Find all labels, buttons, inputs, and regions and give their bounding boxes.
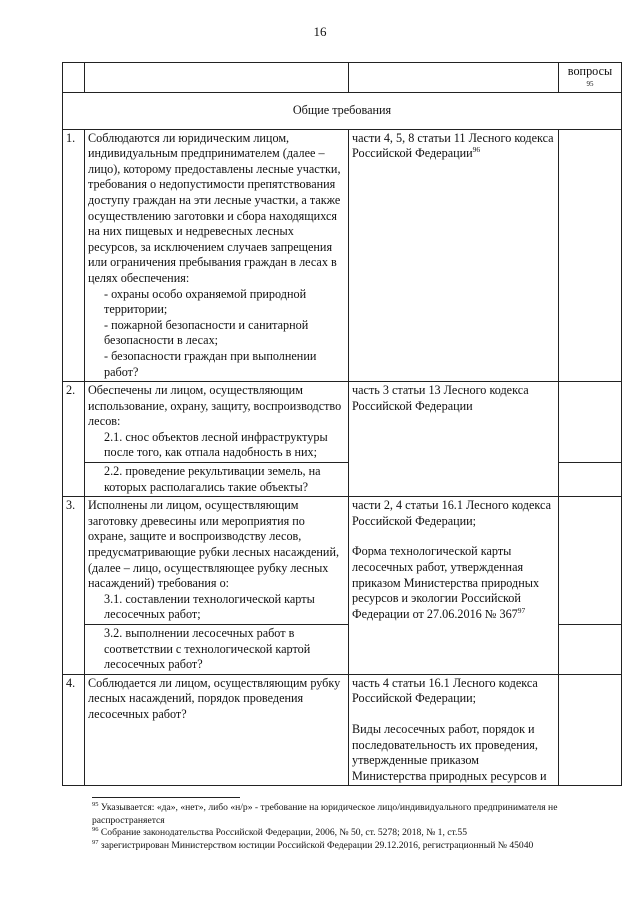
header-cell-question xyxy=(85,63,349,93)
question-text: Исполнены ли лицом, осуществляющим заготовку древесины или мероприятия по охране, защите и воспроизводству лесов, предусматривающие рубки лесных насаждений, (далее – лицо, осуществляющее рубку лесных насаждений) требования о: xyxy=(88,498,340,591)
footnote-ref: 96 xyxy=(92,826,99,833)
footnote-separator xyxy=(92,797,240,798)
footnote-ref: 97 xyxy=(92,838,99,846)
bullet-item: - охраны особо охраняемой природной территории; xyxy=(104,286,307,317)
sub-question-text: 2.1. снос объектов лесной инфраструктуры после того, как отпала надобность в них; xyxy=(104,429,328,460)
question-cell xyxy=(85,497,349,625)
header-cell-questions xyxy=(559,63,622,93)
table-header-row xyxy=(63,63,622,93)
basis-cell xyxy=(349,674,559,786)
question-cell xyxy=(85,625,349,675)
question-text: Соблюдаются ли юридическим лицом, индивидуальным предпринимателем (далее – лицо), которому предоставлены лесные участки, требования о недопустимости препятствования доступу граждан на эти лесные участки, а также осуществлению заготовки и сбора находящихся на них пищевых и недревесных лесных ресурсов, за исключением случаев запрещения или ограничения пребывания граждан в лесах в целях обеспечения: xyxy=(88,130,341,285)
sub-question-text: 3.2. выполнении лесосечных работ в соответствии с технологической картой лесосечных работ? xyxy=(104,626,311,672)
row-number: 2. xyxy=(63,382,85,497)
question-cell xyxy=(85,382,349,463)
answer-cell[interactable] xyxy=(559,463,622,497)
basis-text-2: Форма технологической карты лесосечных работ, утвержденная приказом Министерства природных ресурсов и экологии Российской Федерации от 27.06.2016 № 367 xyxy=(352,544,540,621)
question-cell xyxy=(85,129,349,382)
sub-question-text: 3.1. составлении технологической карты лесосечных работ; xyxy=(104,591,315,622)
footnote-ref: 95 xyxy=(586,79,594,88)
sub-question-text: 2.2. проведение рекультивации земель, на которых располагались такие объекты? xyxy=(104,464,321,494)
row-number: 1. xyxy=(63,129,85,382)
header-cell-num xyxy=(63,63,85,93)
row-number: 4. xyxy=(63,674,85,786)
page-number: 16 xyxy=(313,24,327,39)
table-row xyxy=(63,129,622,382)
answer-cell[interactable] xyxy=(559,625,622,675)
basis-cell xyxy=(349,129,559,382)
footnote-text: Собрание законодательства Российской Федерации, 2006, № 50, ст. 5278; 2018, № 1, ст.55 xyxy=(100,827,467,839)
footnote xyxy=(92,840,622,853)
row-number: 3. xyxy=(63,497,85,675)
table-row xyxy=(63,497,622,625)
question-text: Обеспечены ли лицом, осуществляющим использование, охрану, защиту, воспроизводство лесов: xyxy=(88,383,342,429)
answer-cell[interactable] xyxy=(559,497,622,625)
bullet-item: - пожарной безопасности и санитарной безопасности в лесах; xyxy=(104,317,309,348)
question-text: Соблюдается ли лицом, осуществляющим рубку лесных насаждений, порядок проведения лесосечных работ? xyxy=(88,675,341,721)
checklist-table xyxy=(62,62,622,786)
footnote-text: зарегистрирован Министерством юстиции Российской Федерации 29.12.2016, регистрационный № 45040 xyxy=(100,839,534,851)
question-cell xyxy=(85,463,349,497)
section-title: Общие требования xyxy=(63,93,622,130)
footnote xyxy=(92,802,622,827)
footnotes xyxy=(92,802,622,852)
basis-cell xyxy=(349,497,559,675)
basis-text: часть 3 статьи 13 Лесного кодекса Российской Федерации xyxy=(352,383,529,413)
questions-label: вопросы xyxy=(567,64,613,78)
table-row xyxy=(63,674,622,786)
basis-cell xyxy=(349,382,559,497)
answer-cell[interactable] xyxy=(559,382,622,463)
footnote-text: Указывается: «да», «нет», либо «н/р» - требование на юридическое лицо/индивидуального предпринимателя не распространяется xyxy=(92,802,558,826)
table-row xyxy=(63,382,622,463)
section-row xyxy=(63,93,622,130)
basis-text: части 4, 5, 8 статьи 11 Лесного кодекса Российской Федерации xyxy=(352,130,554,161)
answer-cell[interactable] xyxy=(559,674,622,786)
footnote xyxy=(92,827,622,840)
header-cell-basis xyxy=(349,63,559,93)
footnote-ref: 96 xyxy=(472,145,481,155)
question-cell xyxy=(85,674,349,786)
footnote-ref: 97 xyxy=(517,605,526,615)
footnote-ref: 95 xyxy=(92,800,99,808)
bullet-item: - безопасности граждан при выполнении работ? xyxy=(104,348,317,379)
answer-cell[interactable] xyxy=(559,129,622,382)
basis-text: части 2, 4 статьи 16.1 Лесного кодекса Российской Федерации; xyxy=(352,498,551,528)
basis-text-2: Виды лесосечных работ, порядок и последовательность их проведения, утвержденные приказом Министерства природных ресурсов и xyxy=(352,721,547,783)
basis-text: часть 4 статьи 16.1 Лесного кодекса Российской Федерации; xyxy=(352,675,538,706)
